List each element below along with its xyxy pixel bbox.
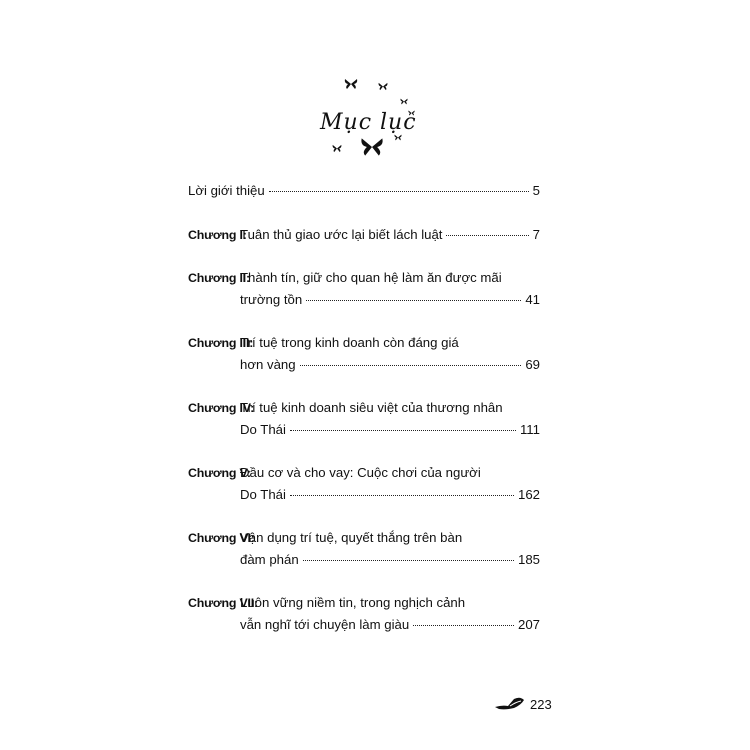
dot-leader bbox=[290, 495, 514, 496]
toc-entry-chapter-3[interactable] bbox=[188, 332, 540, 376]
chapter-label: Chương III: bbox=[188, 336, 254, 350]
toc-entry-title: Luôn vững niềm tin, trong nghịch cảnh bbox=[240, 595, 466, 610]
toc-entry-title: Lời giới thiệu bbox=[188, 183, 265, 198]
pen-nib-icon bbox=[494, 696, 530, 712]
toc-entry-title: Tuân thủ giao ước lại biết lách luật bbox=[240, 227, 443, 242]
toc-page-number: 7 bbox=[532, 227, 540, 242]
page-footer bbox=[494, 696, 552, 712]
toc-entry-chapter-1[interactable] bbox=[188, 224, 540, 246]
toc-page-number: 41 bbox=[525, 292, 540, 307]
toc-entry-title: Thành tín, giữ cho quan hệ làm ăn được mãi bbox=[240, 270, 502, 285]
toc-entry-chapter-2[interactable] bbox=[188, 267, 540, 311]
toc-entry-chapter-6[interactable] bbox=[188, 527, 540, 571]
toc-entry-title: Vận dụng trí tuệ, quyết thắng trên bàn bbox=[240, 530, 463, 545]
butterfly-icon bbox=[344, 78, 358, 90]
toc-page-number: 69 bbox=[525, 357, 540, 372]
chapter-label: Chương V: bbox=[188, 466, 251, 480]
dot-leader bbox=[269, 191, 529, 192]
toc-entry-chapter-7[interactable] bbox=[188, 592, 540, 636]
toc-entry-title: Trí tuệ kinh doanh siêu việt của thương nhân bbox=[240, 400, 503, 415]
butterfly-icon bbox=[394, 134, 402, 141]
chapter-label: Chương VI: bbox=[188, 531, 255, 545]
toc-entry-title-continued: Do Thái bbox=[240, 422, 286, 437]
chapter-label: Chương II: bbox=[188, 271, 250, 285]
toc-page-number: 207 bbox=[517, 617, 540, 632]
toc-entry-title-continued: đàm phán bbox=[240, 552, 299, 567]
toc-page-number: 111 bbox=[519, 422, 540, 437]
dot-leader bbox=[290, 430, 516, 431]
toc-page-number: 185 bbox=[517, 552, 540, 567]
page-number: 223 bbox=[530, 696, 552, 712]
dot-leader bbox=[306, 300, 521, 301]
toc-entry-title-continued: trường tồn bbox=[240, 292, 303, 307]
chapter-label: Chương IV: bbox=[188, 401, 255, 415]
toc-header bbox=[320, 78, 430, 168]
toc-entry-title-continued: vẫn nghĩ tới chuyện làm giàu bbox=[240, 617, 410, 632]
toc-entry-intro[interactable] bbox=[188, 180, 540, 202]
dot-leader bbox=[446, 235, 528, 236]
table-of-contents bbox=[188, 180, 540, 657]
toc-entry-chapter-4[interactable] bbox=[188, 397, 540, 441]
toc-entry-title: Trí tuệ trong kinh doanh còn đáng giá bbox=[240, 335, 459, 350]
toc-page-number: 5 bbox=[532, 183, 540, 198]
butterfly-icon bbox=[400, 98, 408, 105]
chapter-label: Chương I: bbox=[188, 228, 247, 242]
chapter-label: Chương VII: bbox=[188, 596, 258, 610]
toc-entry-title-continued: hơn vàng bbox=[240, 357, 296, 372]
butterfly-icon bbox=[360, 136, 384, 158]
dot-leader bbox=[413, 625, 514, 626]
toc-entry-chapter-5[interactable] bbox=[188, 462, 540, 506]
page-title: Mục lục bbox=[320, 110, 417, 135]
toc-page-number: 162 bbox=[517, 487, 540, 502]
dot-leader bbox=[303, 560, 514, 561]
butterfly-icon bbox=[332, 144, 342, 153]
dot-leader bbox=[300, 365, 522, 366]
butterfly-icon bbox=[378, 82, 388, 91]
toc-entry-title-continued: Do Thái bbox=[240, 487, 286, 502]
toc-entry-title: Đầu cơ và cho vay: Cuộc chơi của người bbox=[240, 465, 481, 480]
